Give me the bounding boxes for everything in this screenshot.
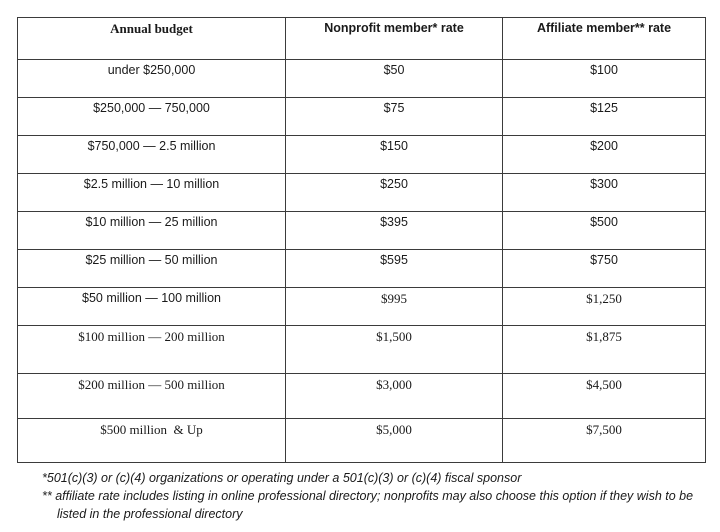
table-row [18, 419, 706, 463]
budget-cell: $100 million — 200 million [18, 326, 286, 374]
nonprofit-rate-cell: $395 [286, 212, 503, 250]
nonprofit-rate-cell: $50 [286, 60, 503, 98]
nonprofit-footnote: *501(c)(3) or (c)(4) organizations or operating under a 501(c)(3) or (c)(4) fiscal sponsor [42, 471, 522, 485]
budget-cell: $10 million — 25 million [18, 212, 286, 250]
affiliate-rate-cell: $1,875 [503, 326, 706, 374]
nonprofit-rate-cell: $595 [286, 250, 503, 288]
affiliate-rate-cell: $750 [503, 250, 706, 288]
table-row [18, 326, 706, 374]
budget-cell: $2.5 million — 10 million [18, 174, 286, 212]
nonprofit-rate-cell: $1,500 [286, 326, 503, 374]
affiliate-rate-cell: $500 [503, 212, 706, 250]
budget-cell: $25 million — 50 million [18, 250, 286, 288]
affiliate-rate-cell: $4,500 [503, 374, 706, 419]
table-row [18, 60, 706, 98]
affiliate-rate-cell: $200 [503, 136, 706, 174]
table-row [18, 212, 706, 250]
nonprofit-rate-cell: $3,000 [286, 374, 503, 419]
column-header-affiliate-rate: Affiliate member** rate [503, 18, 706, 60]
header-row [18, 18, 706, 60]
column-header-annual-budget: Annual budget [18, 18, 286, 60]
nonprofit-rate-cell: $995 [286, 288, 503, 326]
footnotes [42, 469, 694, 523]
budget-cell: under $250,000 [18, 60, 286, 98]
budget-cell: $200 million — 500 million [18, 374, 286, 419]
affiliate-rate-cell: $300 [503, 174, 706, 212]
membership-rates-table [17, 17, 706, 463]
affiliate-rate-cell: $1,250 [503, 288, 706, 326]
nonprofit-rate-cell: $75 [286, 98, 503, 136]
nonprofit-rate-cell: $250 [286, 174, 503, 212]
budget-cell: $500 million & Up [18, 419, 286, 463]
nonprofit-rate-cell: $150 [286, 136, 503, 174]
table-row [18, 288, 706, 326]
affiliate-rate-cell: $100 [503, 60, 706, 98]
budget-cell: $750,000 — 2.5 million [18, 136, 286, 174]
nonprofit-rate-cell: $5,000 [286, 419, 503, 463]
affiliate-footnote: ** affiliate rate includes listing in online professional directory; nonprofits may also choose this option if they wish to be listed in the professional directory [42, 489, 694, 521]
table-row [18, 374, 706, 419]
column-header-nonprofit-rate: Nonprofit member* rate [286, 18, 503, 60]
budget-cell: $50 million — 100 million [18, 288, 286, 326]
affiliate-rate-cell: $7,500 [503, 419, 706, 463]
table-row [18, 136, 706, 174]
table-row [18, 98, 706, 136]
affiliate-rate-cell: $125 [503, 98, 706, 136]
table-row [18, 250, 706, 288]
budget-cell: $250,000 — 750,000 [18, 98, 286, 136]
table-row [18, 174, 706, 212]
